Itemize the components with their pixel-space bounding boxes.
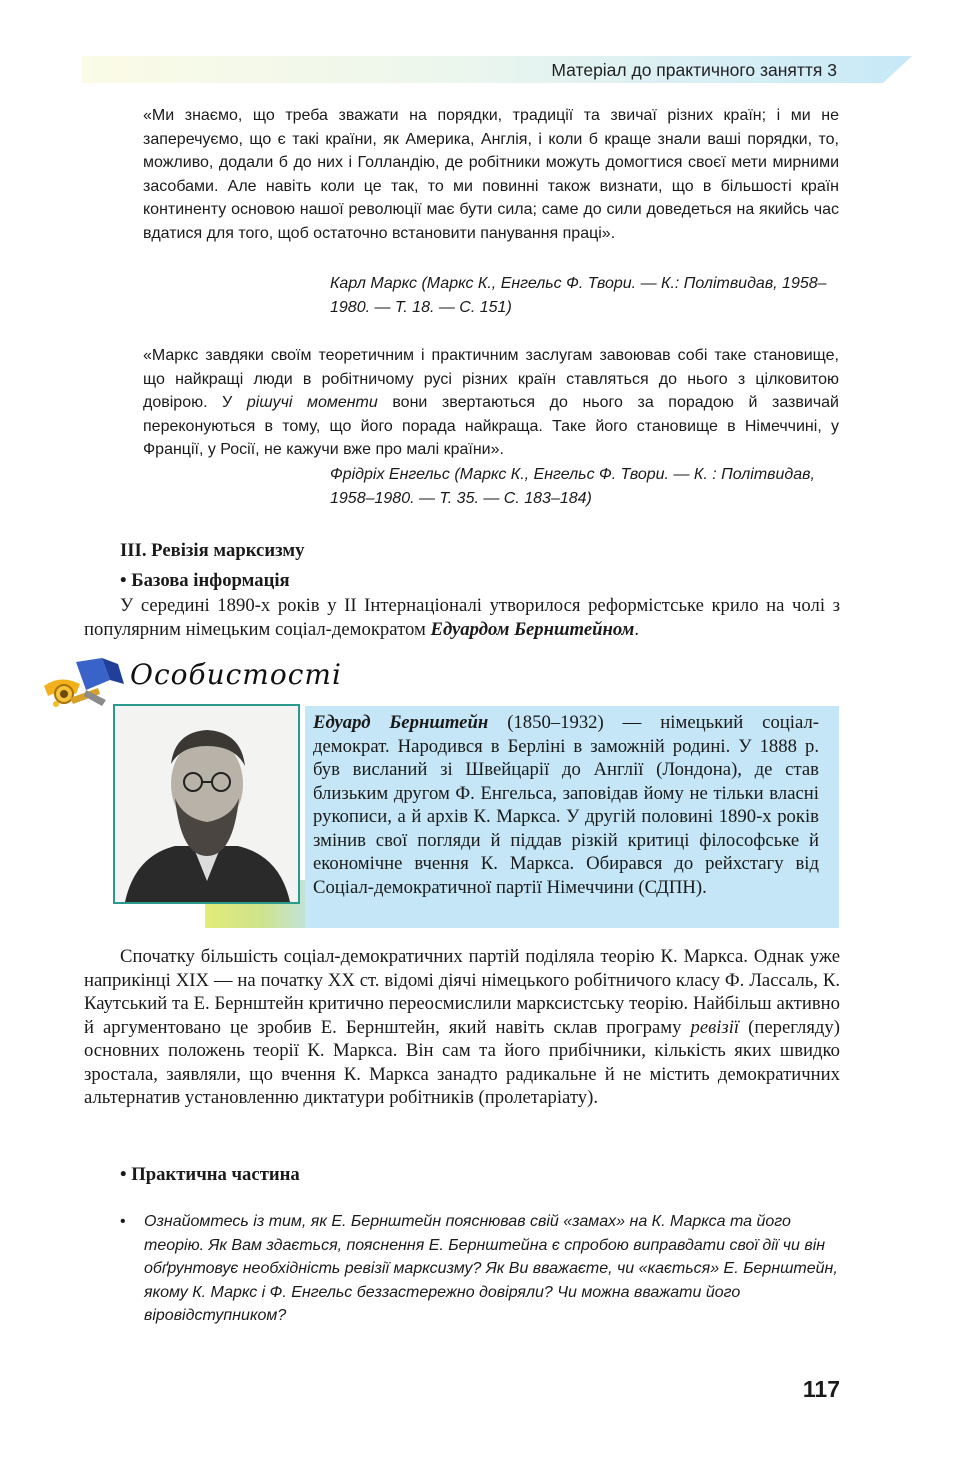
section-heading: III. Ревізія марксизму [120,540,305,561]
subheading-basic-info: • Базова інформація [120,570,290,591]
engels-quote-italic: рішучі моменти [246,394,378,411]
engels-quote-text-1: «Маркс завдяки своїм теоретичним і практичним заслугам завоював собі таке становище, що найкращі люди в робітничому русі різних країн ставляться до нього з цілковитою довірою. У [143,347,839,411]
marx-quote-text: «Ми знаємо, що треба зважати на порядки, традиції та звичаї різних країн; і ми не заперечуємо, що є такі країни, як Америка, Англія, і коли б краще знали ваші порядки, то, можливо, додали б до них і Голландію, де робітники можуть домогтися своєї мети мирними засобами. Але навіть коли це так, то ми повинні також визнати, що в більшості країн континенту основою нашої революції має бути сила; саме до сили доведеться на якийсь час вдатися для того, щоб остаточно встановити панування праці». [143,107,839,242]
running-header: Матеріал до практичного заняття 3 [551,60,837,80]
marx-quote-citation: Карл Маркс (Маркс К., Енгельс Ф. Твори. — К.: Політвидав, 1958–1980. — Т. 18. — С. 151) [330,275,827,316]
intro-text: У середині 1890-х років у II Інтернаціоналі утворилося реформістське крило на чолі з популярним німецьким соціал-демократом [84,595,840,640]
main-text-italic: ревізії [690,1016,740,1038]
subheading-practical: • Практична частина [120,1164,300,1185]
engels-quote [143,344,839,462]
main-text-1: Спочатку більшість соціал-демократичних партій поділяла теорію К. Маркса. Однак уже наприкінці XIX — на початку XX ст. відомі діячі німецького робітничого класу Ф. Лассаль, К. Каутський та Е. Бернштейн критично переосмислили марксистську теорію. Найбільш активно й аргументовано це зробив Е. Бернштейн, який навіть склав програму [84,946,840,1038]
intro-paragraph [84,594,840,641]
main-text-2: (перегляду) основних положень теорії К. Маркса. Він сам та його прибічники, кількість яких швидко зростала, заявляли, що вчення К. Маркса занадто радикальне й не містить демократичних альтернатив установленню диктатури робітників (пролетаріату). [84,1016,840,1108]
intro-bold-name: Едуардом Бернштейном [430,618,635,640]
task-item [120,1210,840,1328]
bio-name: Едуард Бернштейн [313,712,489,733]
engels-quote-text-2: вони звертаються до нього за порадою й зазвичай переконуються в тому, що його порада найкраща. Таке його становище в Німеччині, у Франції, у Росії, не кажучи вже про малі країни». [143,394,839,458]
page-number: 117 [802,1376,840,1402]
personal-section-title: Особистості [130,658,342,691]
engels-quote-citation: Фрідріх Енгельс (Маркс К., Енгельс Ф. Твори. — К. : Політвидав, 1958–1980. — Т. 35. — С. 183–184) [330,466,815,507]
intro-end: . [634,618,640,640]
bio-text [313,711,819,899]
main-paragraph [84,945,840,1110]
task-text: Ознайомтесь із тим, як Е. Бернштейн пояснював свій «замах» на К. Маркса та його теорію. Як Вам здається, пояснення Е. Бернштейна є спробою виправдати свої дії чи він обґрунтовує необхідність ревізії марксизму? Як Ви вважаєте, чи «кається» Е. Бернштейн, якому К. Маркс і Ф. Енгельс беззастережно довіряли? Чи можна вважати його віровідступником? [144,1213,838,1324]
task-bullet: • [120,1213,126,1230]
marx-quote [143,104,839,245]
portrait-photo [113,704,300,904]
bio-body: (1850–1932) — німецький соціал-демократ. Народився в Берліні в заможній родині. У 1888 р. був висланий зі Швейцарії до Англії (Лондона), де став близьким другом Ф. Енгельса, заповідав йому не тільки власні рукописи, а й архів К. Маркса. У другій половині 1890-х років змінив свої погляди й піддав різкій критиці філософське й економічне вчення К. Маркса. Обирався до рейхстагу від Соціал-демократичної партії Німеччини (СДПН). [313,712,819,898]
